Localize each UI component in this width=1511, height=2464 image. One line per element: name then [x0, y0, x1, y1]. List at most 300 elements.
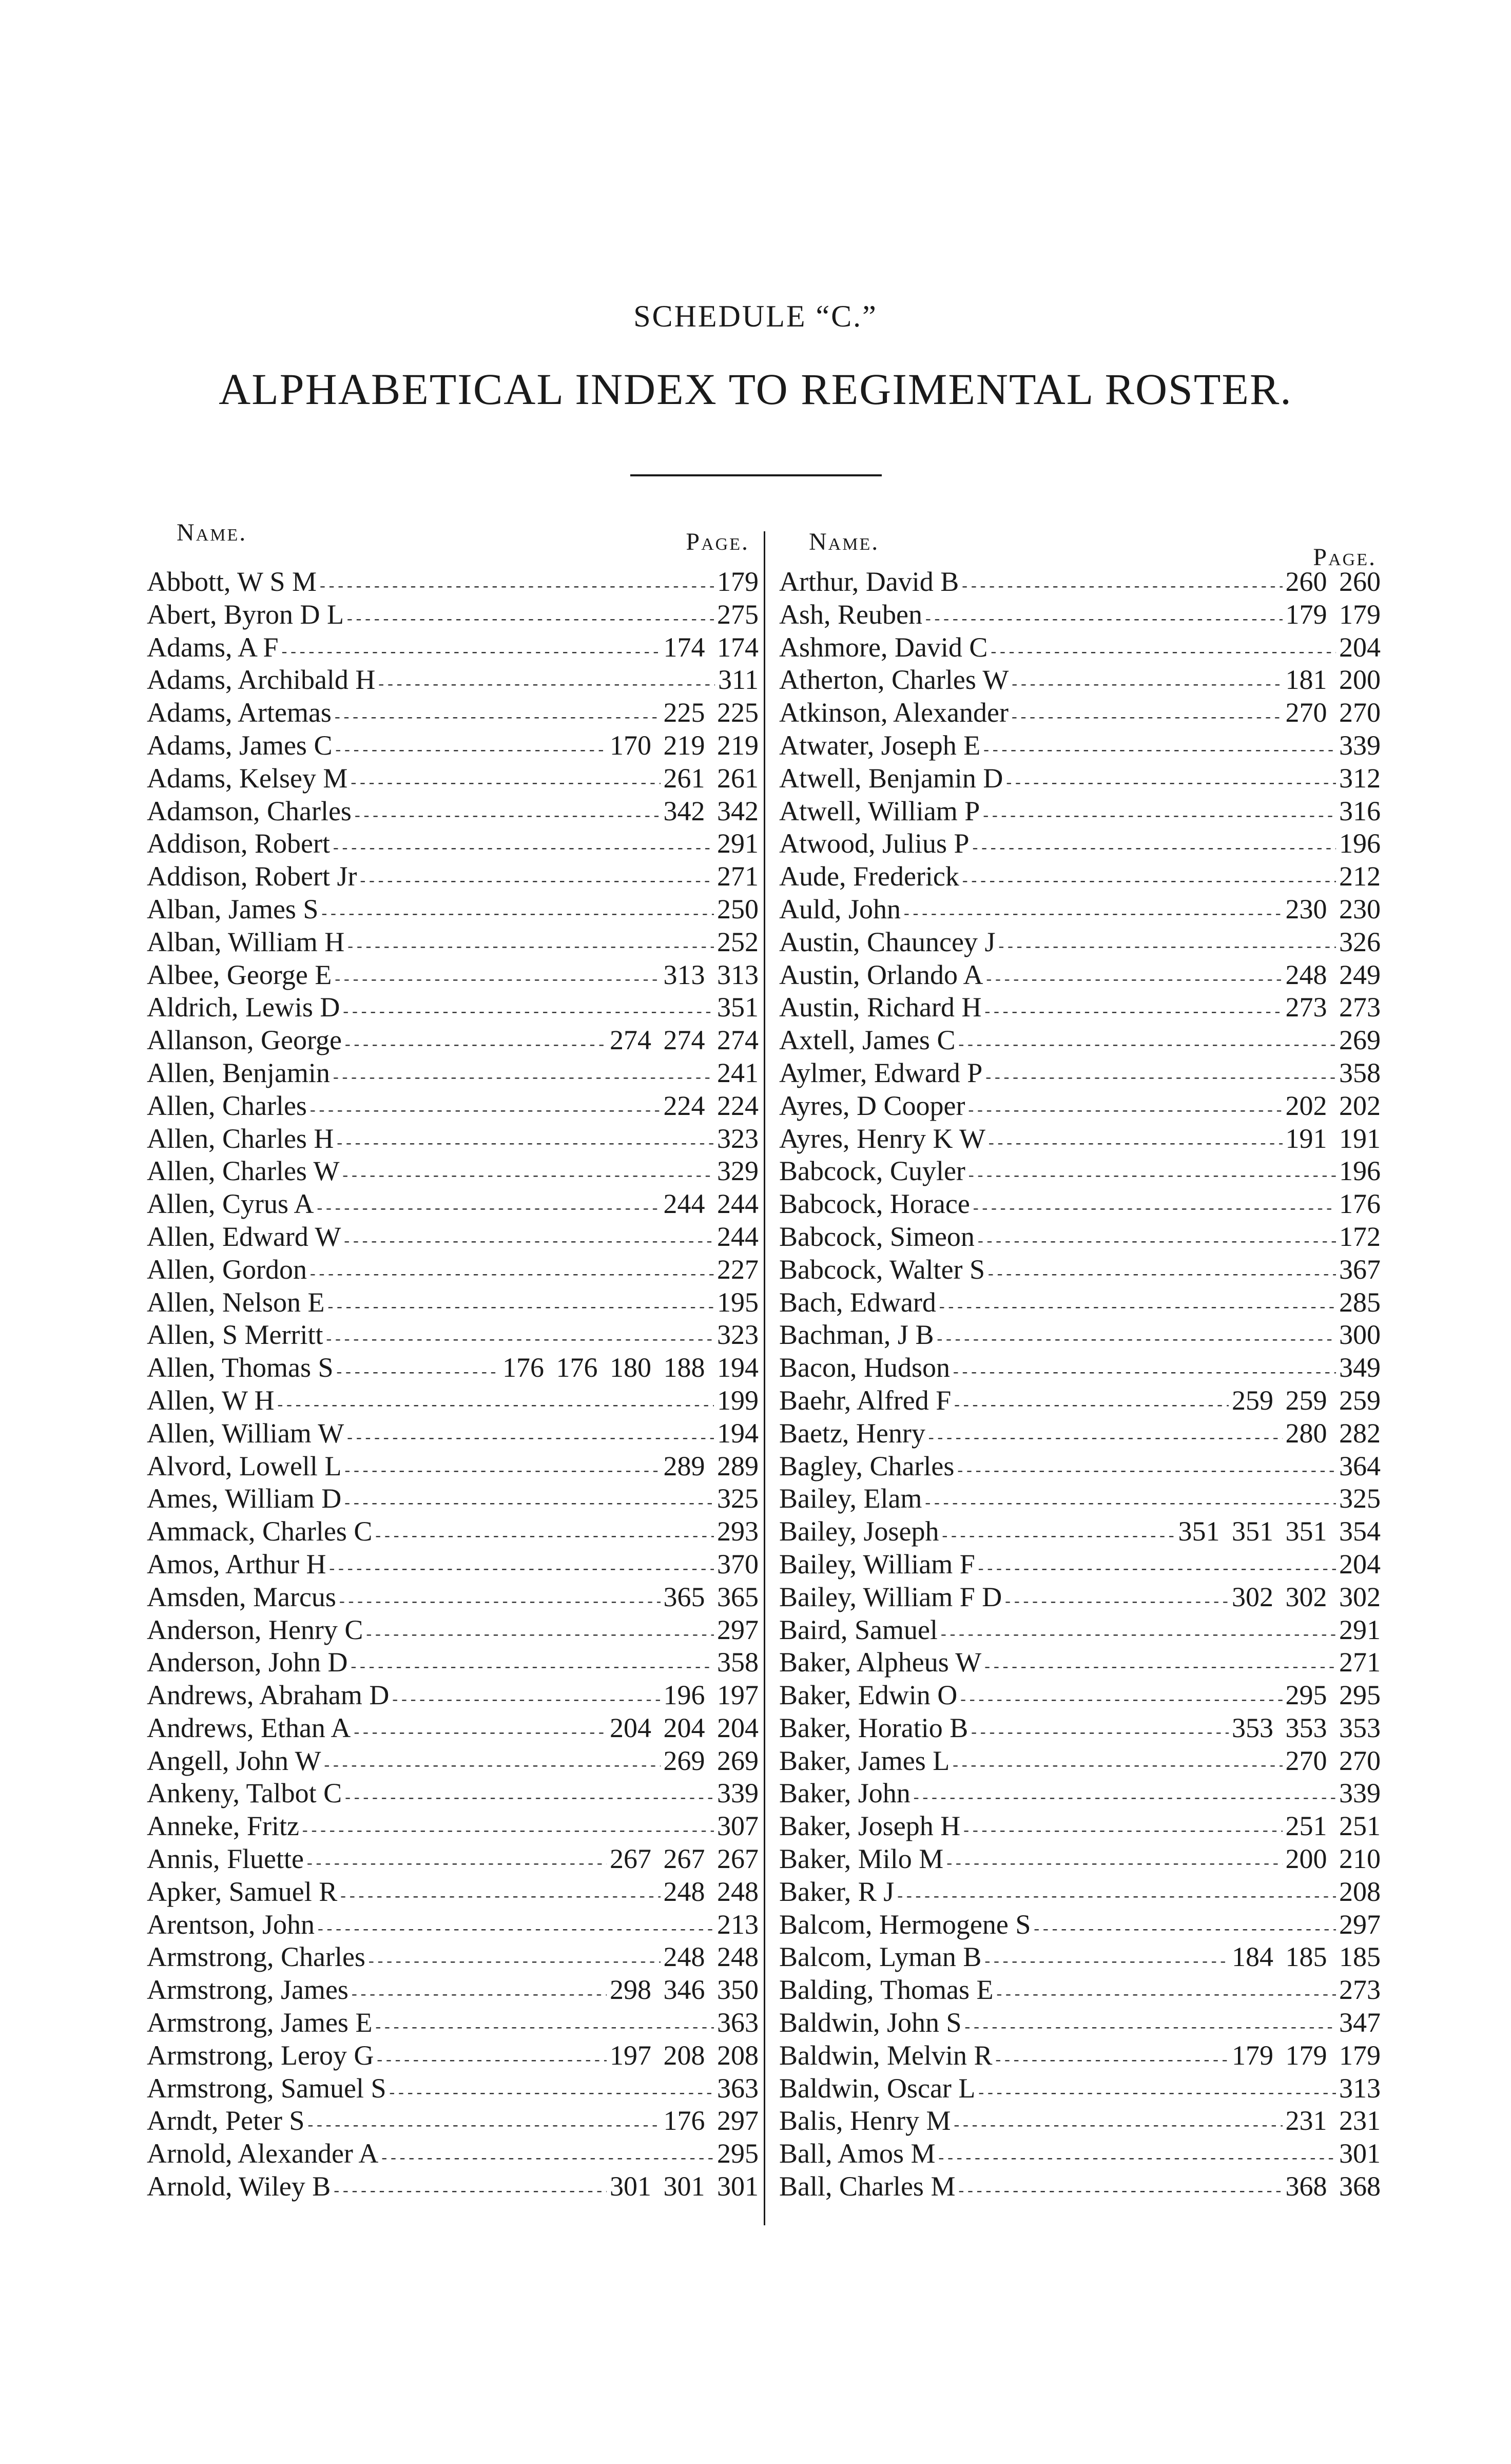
entry-name: Adamson, Charles [147, 795, 352, 826]
entry-name: Aude, Frederick [779, 861, 959, 892]
leader-dots [996, 1984, 1336, 2003]
index-entry [107, 1876, 767, 1909]
entry-name: Armstrong, Leroy G [147, 2039, 374, 2071]
entry-name: Baird, Samuel [779, 1614, 938, 1645]
entry-pages: 289 289 [663, 1450, 759, 1481]
entry-pages: 342 342 [663, 795, 759, 826]
entry-name: Bagley, Charles [779, 1450, 955, 1481]
leader-dots [352, 1984, 607, 2003]
entry-name: Bacon, Hudson [779, 1352, 950, 1383]
entry-name: Balcom, Hermogene S [779, 1909, 1031, 1940]
entry-pages: 230 230 [1285, 893, 1381, 925]
index-entry [763, 1646, 1389, 1679]
entry-name: Balcom, Lyman B [779, 1941, 982, 1973]
index-entry [107, 1581, 767, 1614]
entry-name: Aylmer, Edward P [779, 1057, 983, 1088]
leader-dots [1012, 707, 1283, 726]
entry-name: Anneke, Fritz [147, 1811, 299, 1842]
entry-pages: 368 368 [1285, 2171, 1381, 2202]
index-entry [107, 1646, 767, 1679]
entry-pages: 181 200 [1285, 664, 1381, 696]
entry-pages: 184 185 185 [1232, 1941, 1381, 1973]
entry-pages: 358 [1339, 1057, 1381, 1088]
leader-dots [928, 1428, 1283, 1447]
entry-name: Babcock, Cuyler [779, 1156, 965, 1187]
entry-name: Baker, Alpheus W [779, 1647, 982, 1678]
index-entry [763, 2105, 1389, 2138]
index-entry [763, 860, 1389, 893]
leader-dots [978, 1231, 1336, 1250]
leader-dots [897, 1886, 1336, 1905]
leader-dots [986, 969, 1283, 988]
entry-pages: 248 248 [663, 1941, 759, 1973]
entry-pages: 269 [1339, 1025, 1381, 1056]
index-entry [763, 1384, 1389, 1417]
entry-name: Bailey, William F [779, 1548, 975, 1580]
entry-pages: 176 297 [663, 2105, 759, 2136]
index-entry [107, 1319, 767, 1352]
entry-pages: 197 208 208 [610, 2039, 759, 2071]
entry-name: Anderson, John D [147, 1647, 348, 1678]
index-entry [107, 1712, 767, 1745]
name-heading: Name. [177, 519, 247, 546]
index-entry [763, 1417, 1389, 1450]
index-entry [107, 697, 767, 729]
index-entry [763, 631, 1389, 664]
index-entry [763, 729, 1389, 762]
index-entry [107, 827, 767, 860]
entry-name: Alban, James S [147, 893, 319, 925]
index-entry [763, 1777, 1389, 1810]
entry-name: Armstrong, James E [147, 2007, 373, 2038]
index-entry [107, 1024, 767, 1057]
entry-name: Bach, Edward [779, 1286, 936, 1318]
leader-dots [985, 1067, 1336, 1086]
leader-dots [335, 969, 660, 988]
entry-name: Ball, Charles M [779, 2171, 956, 2202]
leader-dots [968, 1100, 1282, 1119]
index-entry [763, 926, 1389, 959]
leader-dots [984, 1657, 1336, 1676]
leader-dots [965, 2017, 1336, 2036]
entry-pages: 204 204 204 [610, 1712, 759, 1743]
leader-dots [983, 740, 1336, 759]
entry-pages: 295 [717, 2138, 759, 2169]
entry-pages: 291 [1339, 1614, 1381, 1645]
leader-dots [942, 1526, 1175, 1545]
leader-dots [375, 2017, 714, 2036]
index-entry [763, 893, 1389, 926]
index-entry [763, 1974, 1389, 2007]
leader-dots [334, 2181, 607, 2200]
entry-pages: 297 [1339, 1909, 1381, 1940]
entry-name: Atherton, Charles W [779, 664, 1009, 696]
leader-dots [939, 1297, 1336, 1316]
entry-name: Arentson, John [147, 1909, 315, 1940]
leader-dots [321, 903, 714, 922]
entry-name: Austin, Chauncey J [779, 926, 996, 957]
leader-dots [366, 1624, 714, 1643]
entry-pages: 196 [1339, 828, 1381, 859]
entry-name: Baldwin, Melvin R [779, 2039, 993, 2071]
entry-pages: 170 219 219 [610, 729, 759, 761]
leader-dots [378, 674, 715, 693]
entry-name: Allen, S Merritt [147, 1319, 323, 1351]
leader-dots [326, 1329, 714, 1348]
leader-dots [347, 609, 714, 628]
entry-pages: 365 365 [663, 1581, 759, 1612]
leader-dots [347, 936, 714, 955]
index-entry [763, 1843, 1389, 1876]
entry-name: Alban, William H [147, 926, 345, 957]
index-column-left [107, 513, 767, 2203]
index-entry [107, 1679, 767, 1712]
leader-dots [351, 1657, 714, 1676]
entry-name: Andrews, Abraham D [147, 1680, 390, 1711]
entry-name: Allen, Charles W [147, 1156, 340, 1187]
entry-name: Bailey, Joseph [779, 1516, 939, 1547]
entry-name: Baker, John [779, 1778, 911, 1809]
leader-dots [345, 1034, 607, 1053]
index-entry [763, 1450, 1389, 1483]
entry-pages: 312 [1339, 762, 1381, 794]
schedule-label: SCHEDULE “C.” [633, 299, 878, 333]
index-entry [763, 1319, 1389, 1352]
leader-dots [983, 805, 1336, 824]
leader-dots [354, 1722, 607, 1741]
entry-pages: 241 [717, 1057, 759, 1088]
index-entry [107, 1548, 767, 1581]
index-entry [107, 1352, 767, 1384]
entry-pages: 291 [717, 828, 759, 859]
index-entry [763, 2138, 1389, 2170]
leader-dots [1034, 1919, 1336, 1938]
entry-pages: 339 [1339, 1778, 1381, 1809]
leader-dots [344, 1460, 660, 1479]
leader-dots [390, 2083, 714, 2102]
entry-pages: 326 [1339, 926, 1381, 957]
entry-name: Balding, Thomas E [779, 1974, 994, 2006]
leader-dots [989, 1133, 1283, 1152]
entry-name: Axtell, James C [779, 1025, 956, 1056]
entry-pages: 339 [717, 1778, 759, 1809]
leader-dots [957, 1460, 1336, 1479]
leader-dots [937, 1329, 1336, 1348]
index-entry [107, 926, 767, 959]
entry-name: Allen, Gordon [147, 1254, 307, 1285]
index-entry [107, 2170, 767, 2203]
index-entry [107, 1450, 767, 1483]
index-entry [107, 2072, 767, 2105]
entry-pages: 298 346 350 [610, 1974, 759, 2006]
index-entry [763, 762, 1389, 795]
leader-dots [355, 805, 661, 824]
leader-dots [1006, 773, 1336, 792]
entry-pages: 302 302 302 [1232, 1581, 1381, 1612]
index-entry [763, 2007, 1389, 2039]
entry-pages: 301 301 301 [610, 2171, 759, 2202]
entry-pages: 194 [717, 1417, 759, 1449]
index-entry [107, 1909, 767, 1941]
leader-dots [369, 1951, 661, 1970]
entry-pages: 267 267 267 [610, 1843, 759, 1875]
index-entry [763, 1810, 1389, 1843]
entry-name: Baker, James L [779, 1745, 950, 1776]
leader-dots [973, 1198, 1336, 1217]
leader-dots [320, 576, 714, 595]
index-entry [107, 1254, 767, 1286]
entry-pages: 363 [717, 2007, 759, 2038]
leader-dots [925, 609, 1283, 628]
entry-name: Balis, Henry M [779, 2105, 951, 2136]
entry-name: Ammack, Charles C [147, 1516, 373, 1547]
entry-pages: 179 179 179 [1232, 2039, 1381, 2071]
page-title: ALPHABETICAL INDEX TO REGIMENTAL ROSTER. [219, 364, 1292, 414]
leader-dots [988, 1264, 1336, 1283]
leader-dots [351, 773, 660, 792]
leader-dots [337, 1133, 714, 1152]
index-entry [763, 1483, 1389, 1515]
index-entry [107, 1155, 767, 1188]
entry-name: Ankeny, Talbot C [147, 1778, 342, 1809]
index-entry [107, 1188, 767, 1221]
leader-dots [392, 1689, 660, 1708]
entry-name: Baker, Horatio B [779, 1712, 968, 1743]
entry-pages: 252 [717, 926, 759, 957]
entry-pages: 191 191 [1285, 1123, 1381, 1154]
leader-dots [340, 1886, 660, 1905]
leader-dots [310, 1264, 714, 1283]
leader-dots [377, 2050, 607, 2069]
leader-dots [344, 1231, 714, 1250]
leader-dots [335, 707, 661, 726]
index-entry [107, 1614, 767, 1647]
index-entry [107, 1843, 767, 1876]
entry-pages: 300 [1339, 1319, 1381, 1351]
entry-pages: 295 295 [1285, 1680, 1381, 1711]
entry-pages: 260 260 [1285, 566, 1381, 597]
entry-pages: 227 [717, 1254, 759, 1285]
leader-dots [335, 740, 607, 759]
entry-name: Baker, Joseph H [779, 1811, 961, 1842]
entry-pages: 244 244 [663, 1188, 759, 1220]
entry-pages: 364 [1339, 1450, 1381, 1481]
entry-pages: 204 [1339, 631, 1381, 663]
leader-dots [954, 2115, 1282, 2134]
index-entry [763, 1712, 1389, 1745]
index-entry [107, 1483, 767, 1515]
leader-dots [954, 1395, 1229, 1414]
entry-name: Baldwin, Oscar L [779, 2072, 976, 2104]
leader-dots [342, 1165, 714, 1184]
leader-dots [282, 642, 661, 661]
leader-dots [1012, 674, 1282, 693]
entry-name: Anderson, Henry C [147, 1614, 363, 1645]
entry-name: Ames, William D [147, 1483, 342, 1514]
entry-name: Adams, Kelsey M [147, 762, 348, 794]
entry-pages: 224 224 [663, 1090, 759, 1121]
index-entry [107, 664, 767, 697]
index-entry [763, 599, 1389, 631]
index-entry [763, 1941, 1389, 1974]
entry-name: Ash, Reuben [779, 599, 922, 630]
entry-name: Allanson, George [147, 1025, 342, 1056]
index-entry [107, 991, 767, 1024]
index-entry [107, 1090, 767, 1123]
index-entry [763, 991, 1389, 1024]
index-entry [763, 1876, 1389, 1909]
leader-dots [958, 2181, 1282, 2200]
entry-pages: 196 [1339, 1156, 1381, 1187]
index-entry [107, 959, 767, 992]
leader-dots [962, 576, 1282, 595]
entry-pages: 244 [717, 1221, 759, 1252]
index-entry [763, 1581, 1389, 1614]
leader-dots [904, 903, 1282, 922]
entry-list [107, 566, 767, 2203]
entry-pages: 248 248 [663, 1876, 759, 1907]
entry-name: Arthur, David B [779, 566, 959, 597]
entry-name: Baehr, Alfred F [779, 1384, 952, 1416]
leader-dots [925, 1493, 1336, 1512]
index-entry [107, 1417, 767, 1450]
leader-dots [953, 1755, 1282, 1774]
entry-name: Bailey, Elam [779, 1483, 922, 1514]
entry-name: Abbott, W S M [147, 566, 317, 597]
entry-name: Angell, John W [147, 1745, 321, 1776]
leader-dots [347, 1428, 714, 1447]
entry-pages: 212 [1339, 861, 1381, 892]
index-entry [107, 2039, 767, 2072]
leader-dots [941, 1624, 1336, 1643]
page-heading: Page. [686, 528, 749, 555]
leader-dots [324, 1755, 660, 1774]
entry-name: Ashmore, David C [779, 631, 988, 663]
index-entry [107, 1974, 767, 2007]
leader-dots [978, 2083, 1336, 2102]
entry-pages: 270 270 [1285, 697, 1381, 728]
index-entry [107, 2138, 767, 2170]
index-entry [107, 1941, 767, 1974]
entry-pages: 349 [1339, 1352, 1381, 1383]
index-entry [763, 1745, 1389, 1778]
leader-dots [344, 1493, 714, 1512]
entry-name: Babcock, Horace [779, 1188, 970, 1220]
index-entry [763, 1188, 1389, 1221]
title-rule [630, 474, 882, 476]
index-entry [107, 2105, 767, 2138]
entry-pages: 339 [1339, 729, 1381, 761]
entry-pages: 325 [717, 1483, 759, 1514]
index-entry [107, 631, 767, 664]
entry-pages: 297 [717, 1614, 759, 1645]
leader-dots [946, 1853, 1282, 1872]
index-entry [107, 1515, 767, 1548]
entry-pages: 251 251 [1285, 1811, 1381, 1842]
entry-name: Babcock, Simeon [779, 1221, 975, 1252]
index-entry [107, 1057, 767, 1090]
leader-dots [310, 1100, 661, 1119]
entry-name: Allen, Cyrus A [147, 1188, 314, 1220]
entry-name: Adams, A F [147, 631, 279, 663]
index-entry [763, 795, 1389, 828]
index-entry [107, 795, 767, 828]
entry-pages: 307 [717, 1811, 759, 1842]
leader-dots [963, 1820, 1282, 1839]
entry-pages: 225 225 [663, 697, 759, 728]
entry-name: Adams, James C [147, 729, 333, 761]
leader-dots [381, 2148, 714, 2167]
entry-name: Andrews, Ethan A [147, 1712, 351, 1743]
entry-pages: 179 [717, 566, 759, 597]
entry-pages: 176 [1339, 1188, 1381, 1220]
entry-name: Armstrong, Charles [147, 1941, 365, 1973]
leader-dots [330, 1558, 714, 1577]
index-entry [107, 762, 767, 795]
entry-pages: 195 [717, 1286, 759, 1318]
entry-pages: 208 [1339, 1876, 1381, 1907]
entry-name: Austin, Orlando A [779, 959, 983, 990]
entry-pages: 280 282 [1285, 1417, 1381, 1449]
leader-dots [375, 1526, 714, 1545]
entry-name: Ayres, D Cooper [779, 1090, 965, 1121]
entry-name: Ball, Amos M [779, 2138, 936, 2169]
entry-pages: 363 [717, 2072, 759, 2104]
entry-pages: 261 261 [663, 762, 759, 794]
entry-pages: 250 [717, 893, 759, 925]
column-header [107, 513, 767, 566]
index-entry [763, 697, 1389, 729]
entry-pages: 270 270 [1285, 1745, 1381, 1776]
entry-name: Atkinson, Alexander [779, 697, 1009, 728]
entry-pages: 204 [1339, 1548, 1381, 1580]
index-entry [763, 1254, 1389, 1286]
index-entry [107, 1384, 767, 1417]
leader-dots [984, 1002, 1282, 1021]
index-entry [107, 1810, 767, 1843]
index-entry [763, 827, 1389, 860]
leader-dots [978, 1558, 1336, 1577]
entry-pages: 347 [1339, 2007, 1381, 2038]
entry-name: Aldrich, Lewis D [147, 992, 340, 1023]
entry-name: Armstrong, James [147, 1974, 348, 2006]
entry-name: Bachman, J B [779, 1319, 934, 1351]
leader-dots [958, 1034, 1336, 1053]
leader-dots [914, 1787, 1336, 1806]
index-entry [763, 1057, 1389, 1090]
entry-name: Atwood, Julius P [779, 828, 970, 859]
leader-dots [337, 1362, 500, 1381]
entry-name: Armstrong, Samuel S [147, 2072, 386, 2104]
leader-dots [339, 1591, 661, 1610]
entry-pages: 248 249 [1285, 959, 1381, 990]
entry-pages: 199 [717, 1384, 759, 1416]
leader-dots [333, 838, 714, 857]
entry-name: Abert, Byron D L [147, 599, 344, 630]
name-heading: Name. [809, 528, 880, 555]
leader-dots [953, 1362, 1336, 1381]
page-heading: Page. [1313, 544, 1377, 571]
index-entry [107, 1286, 767, 1319]
entry-name: Amos, Arthur H [147, 1548, 326, 1580]
entry-pages: 259 259 259 [1232, 1384, 1381, 1416]
index-entry [763, 1221, 1389, 1254]
leader-dots [333, 1067, 714, 1086]
entry-pages: 351 351 351 354 [1178, 1516, 1381, 1547]
index-entry [763, 1090, 1389, 1123]
entry-pages: 275 [717, 599, 759, 630]
leader-dots [971, 1722, 1229, 1741]
